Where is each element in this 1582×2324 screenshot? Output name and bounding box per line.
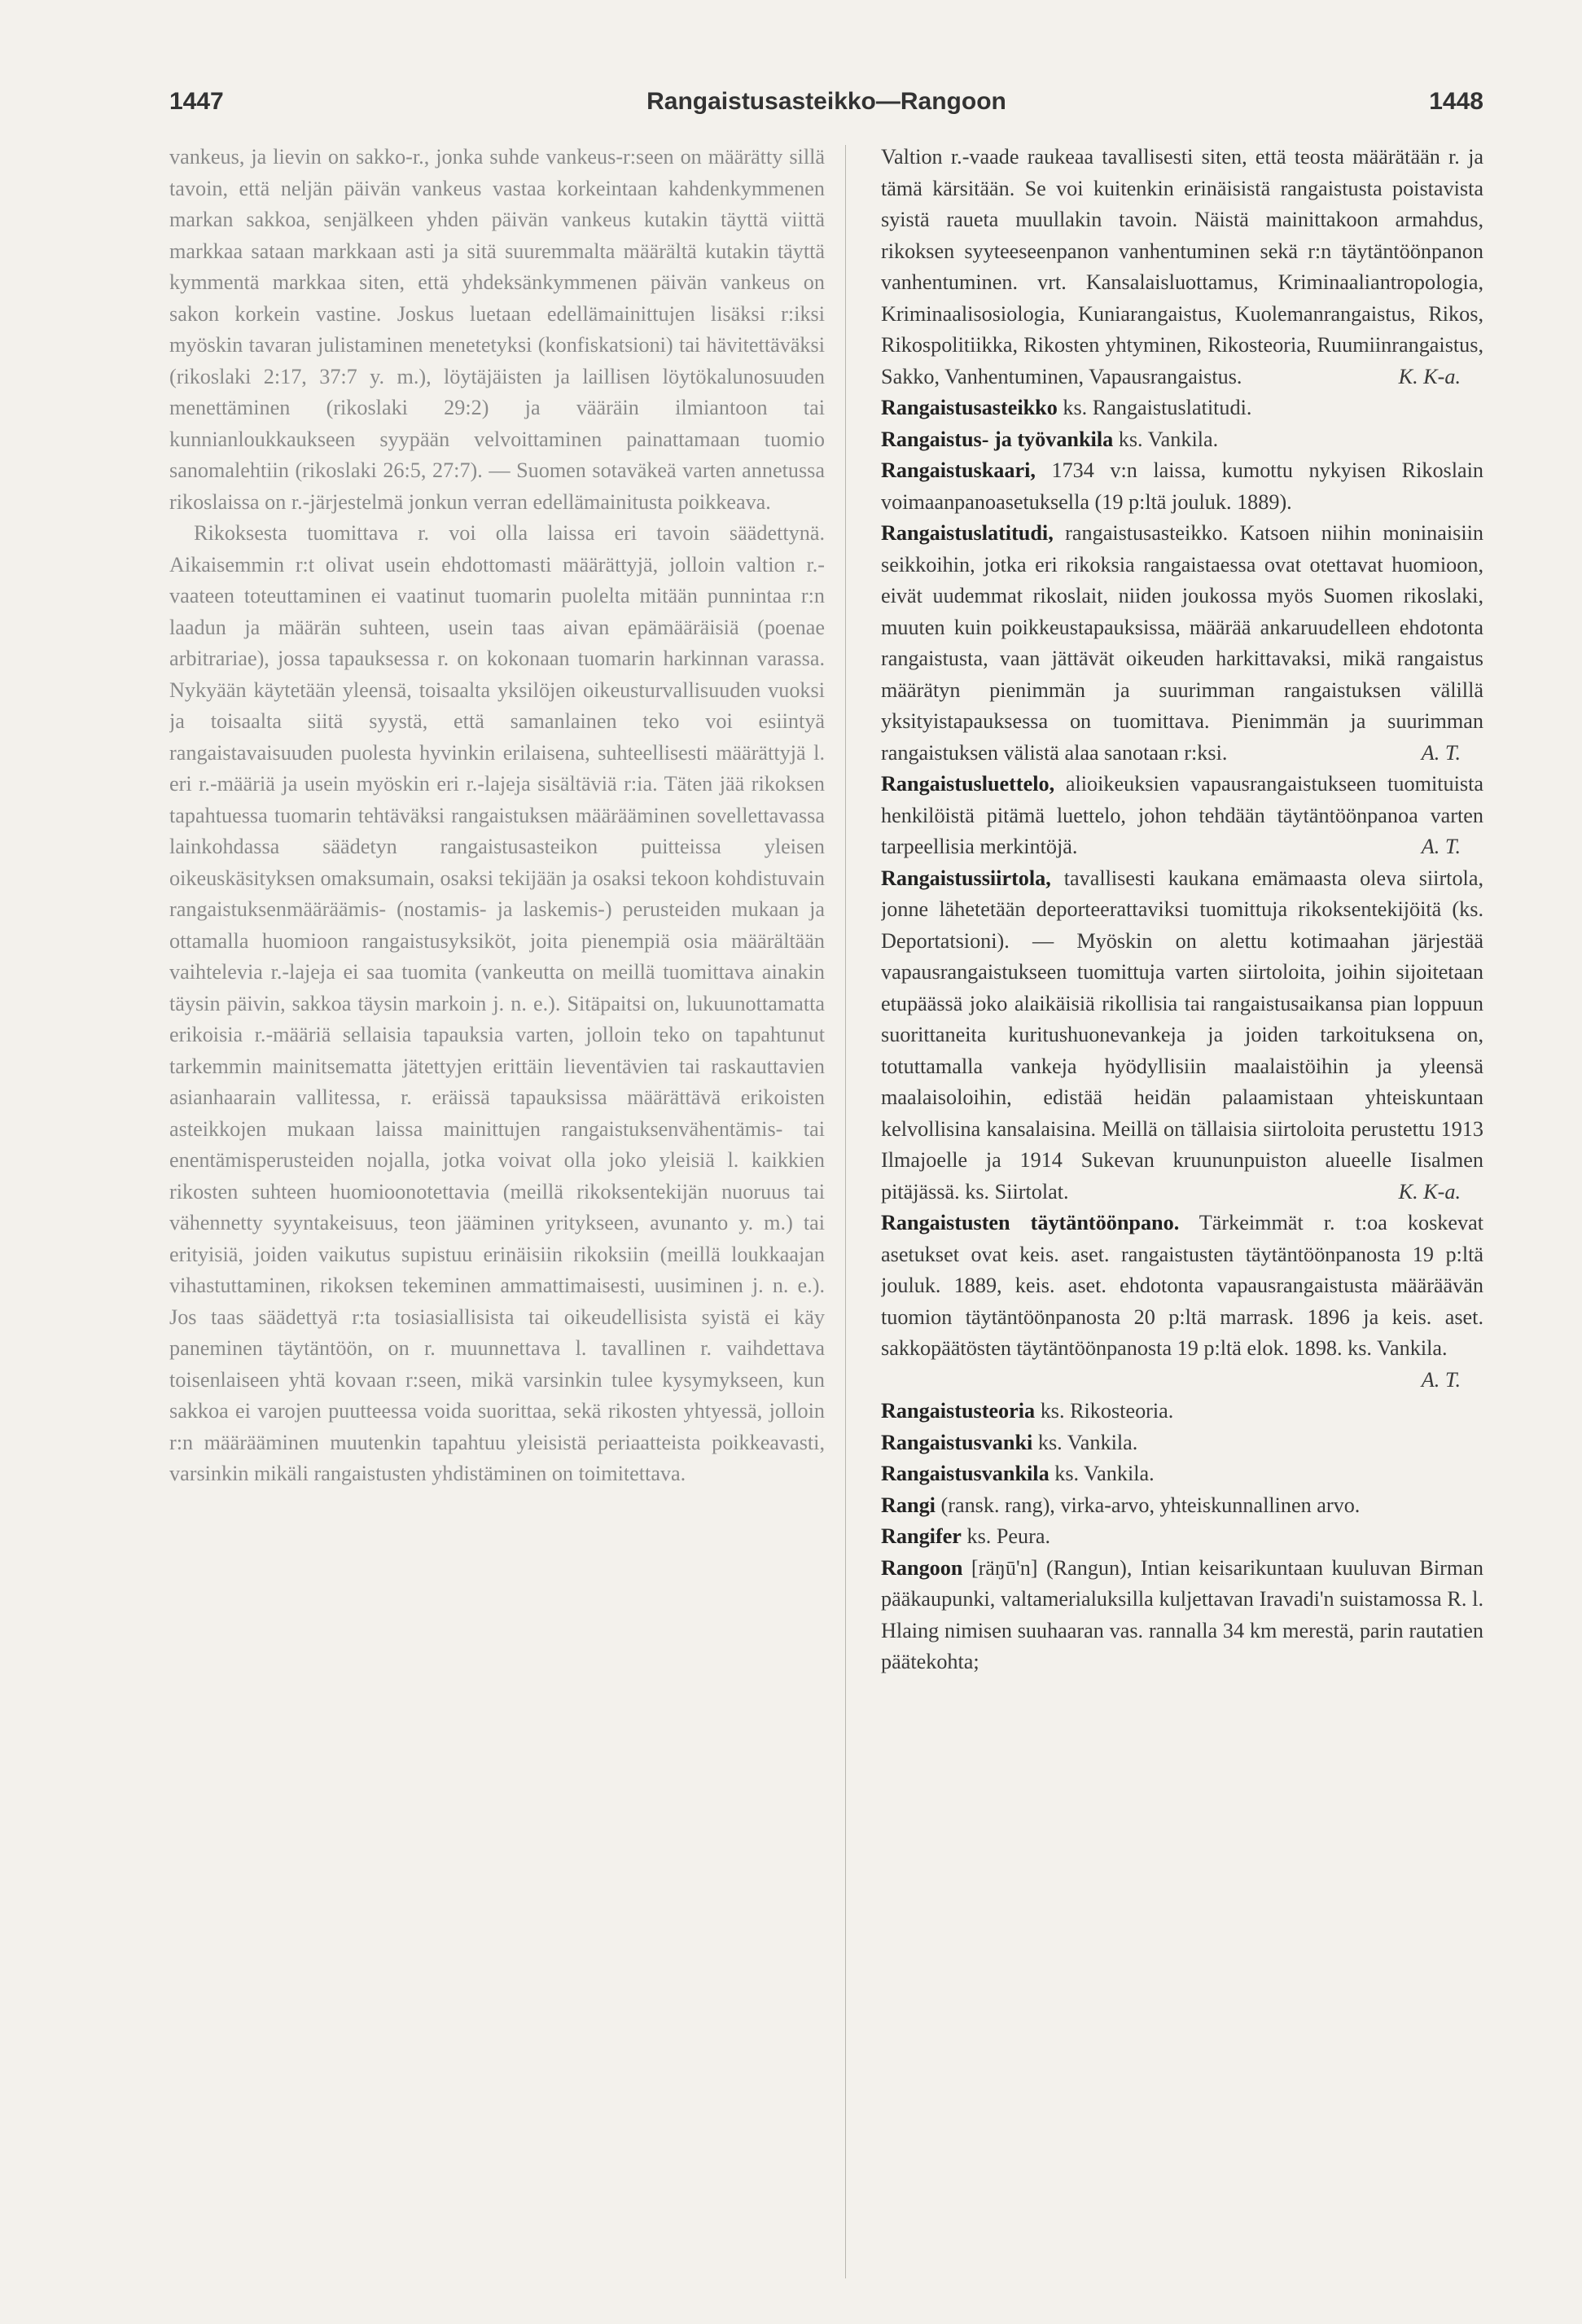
entry-headword: Rangaistusten täytäntöönpano. [881, 1211, 1180, 1234]
page-number-right: 1448 [1429, 88, 1483, 115]
entry-headword: Rangaistusluettelo, [881, 772, 1055, 796]
entry-text: ks. Rikosteoria. [1035, 1399, 1174, 1423]
entry-headword: Rangaistusvankila [881, 1462, 1050, 1485]
entry-text: rangaistusasteikko. Katsoen niihin moninaisiin seikkoihin, jotka eri rikoksia rangaistaessa ovat otettavat huomioon, eivät uudemmat rikoslait, niiden joukossa myös Suomen rikoslaki, muuten kuin poikkeustapauksissa, määrää ankaruudelleen ehdotonta rangaistusta, vaan jättävät oikeuden harkittavaksi, mikä rangaistus määrätyn pienimmän ja suurimman rangaistuksen välillä yksityistapauksessa on tuomittava. Pienimmän ja suurimman rangaistuksen välistä alaa sanotaan r:ksi. [881, 521, 1483, 765]
entry-text: ks. Rangaistuslatitudi. [1057, 396, 1252, 419]
entry-text: tavallisesti kaukana emämaasta oleva siirtola, jonne lähetetään deporteerattaviksi tuomittuja rikoksentekijöitä (ks. Deportatsioni). — Myöskin on alettu kotimaahan järjestää vapausrangaistukseen tuomittuja varten siirtoloita, joihin sijoitetaan etupäässä joko alaikäisiä rikollisia tai rangaistusaikansa pian loppuun suorittaneita kuritushuonevankeja ja joiden tarkoituksena on, totuttamalla vankeja hyödyllisiin maalaistöihin ja yleensä maalaisoloihin, edistää heidän palaamistaan yhteiskuntaan kelvollisina kansalaisina. Meillä on tällaisia siirtoloita perustettu 1913 Ilmajoelle ja 1914 Sukevan kruununpuiston alueelle Iisalmen pitäjässä. ks. Siirtolat. [881, 866, 1483, 1204]
intro-signature: K. K-a. [1398, 364, 1461, 388]
dictionary-entry [881, 1553, 1483, 1678]
entry-text: alioikeuksien vapausrangaistukseen tuomituista henkilöistä pitämä luettelo, johon tehdään täytäntöönpanoa varten tarpeellisia merkintöjä. [881, 772, 1483, 858]
running-title: Rangaistusasteikko—Rangoon [646, 88, 1006, 115]
entry-headword: Rangaistusasteikko [881, 396, 1058, 419]
entry-headword: Rangaistusvanki [881, 1430, 1033, 1454]
entry-signature: A. T. [1421, 740, 1461, 765]
dictionary-entry [881, 424, 1483, 456]
intro-text: Valtion r.-vaade raukeaa tavallisesti siten, että teosta määrätään r. ja tämä kärsitään. Se voi kuitenkin erinäisistä rangaistusta poistavista syistä raueta muullakin tavoin. Näistä mainittakoon armahdus, rikoksen syyteeseenpanon vanhentuminen sekä r:n täytäntöönpanon vanhentuminen. vrt. Kansalaisluottamus, Kriminaaliantropologia, Kriminaalisosiologia, Kuniarangaistus, Kuolemanrangaistus, Rikos, Rikospolitiikka, Rikosten yhtyminen, Rikosteoria, Ruumiinrangaistus, Sakko, Vanhentuminen, Vapausrangaistus. [881, 145, 1483, 388]
entry-signature: A. T. [1421, 1367, 1461, 1392]
right-column [881, 142, 1483, 2275]
page-number-left: 1447 [169, 88, 224, 115]
entry-text: [räŋū'n] (Rangun), Intian keisarikuntaan kuuluvan Birman pääkaupunki, valtamerialuksilla kuljettavan Iravadi'n suistamossa R. l. Hlaing nimisen suuhaaran vas. rannalla 34 km merestä, parin rautatien päätekohta; [881, 1555, 1483, 1673]
dictionary-entry [881, 518, 1483, 769]
entry-text: Tärkeimmät r. t:oa koskevat asetukset ovat keis. aset. rangaistusten täytäntöönpanosta 19 p:ltä jouluk. 1889, keis. aset. ehdotonta vapausrangaistusta määräävän tuomion täytäntöönpanosta 20 p:ltä marrask. 1896 ja keis. aset. sakkopäätösten täytäntöönpanosta 19 p:ltä elok. 1898. ks. Vankila. [881, 1211, 1483, 1360]
entry-headword: Rangaistuskaari, [881, 458, 1036, 482]
dictionary-entry [881, 1427, 1483, 1459]
intro-paragraph [881, 142, 1483, 392]
entry-headword: Rangifer [881, 1524, 962, 1548]
entry-text: ks. Vankila. [1113, 427, 1219, 451]
entry-text: ks. Vankila. [1032, 1430, 1138, 1454]
dictionary-entry [881, 1208, 1483, 1392]
left-paragraph-1: vankeus, ja lievin on sakko-r., jonka suhde vankeus-r:seen on määrätty sillä tavoin, että neljän päivän vankeus vastaa korkeintaan kahdenkymmenen markan sakkoa, senjälkeen yhden päivän vankeus kutakin täyttä viittä markkaa sataan markkaan asti ja sitä suuremmalta määrältä kutakin täyttä kymmentä markkaa siten, että yhdeksänkymmenen päivän vankeus on sakon korkein vastine. Joskus luetaan edellämainittujen lisäksi r:iksi myöskin tavaran julistaminen menetetyksi (konfiskatsioni) tai hävitettäväksi (rikoslaki 2:17, 37:7 y. m.), löytäjäisten ja laillisen löytökalunosuuden menettäminen (rikoslaki 29:2) ja vääräin ilmiantoon tai kunnianloukkaukseen syypään velvoittaminen painattamaan tuomio sanomalehtiin (rikoslaki 26:5, 27:7). — Suomen sotaväkeä varten annetussa rikoslaissa on r.-järjestelmä jonkun verran edellämainitusta poikkeava. [169, 145, 825, 514]
dictionary-entry [881, 1458, 1483, 1490]
left-paragraph-2: Rikoksesta tuomittava r. voi olla laissa eri tavoin säädettynä. Aikaisemmin r:t olivat usein ehdottomasti määrättyjä, jolloin valtion r.-vaateen toteuttaminen ei vaatinut tuomarin puolelta mitään punnintaa r:n laadun ja määrän suhteen, usein taas aivan epämääräisiä (poenae arbitrariae), jossa tapauksessa r. on kokonaan tuomarin harkinnan varassa. Nykyään käytetään yleensä, toisaalta yksilöjen oikeusturvallisuuden vuoksi ja toisaalta siitä syystä, että samanlainen teko voi esiintyä rangaistavaisuuden puolesta hyvinkin erilaisena, suhteellisesti määrättyjä l. eri r.-määriä ja usein myöskin eri r.-lajeja sisältäviä r:ia. Täten jää rikoksen tapahtuessa tuomarin tehtäväksi rangaistuksen määrääminen sovellettavassa lainkohdassa säädetyn rangaistusasteikon puitteissa yleisen oikeuskäsityksen omaksumain, osaksi tekijään ja osaksi tekoon kohdistuvain rangaistuksenmääräämis- (nostamis- ja laskemis-) perusteiden mukaan ja ottamalla huomioon rangaistusyksiköt, joita pienempiä osia määrältään vaihtelevia r.-lajeja ei saa tuomita (vankeutta on meillä tuomittava ainakin täysin päivin, sakkoa täysin markoin j. n. e.). Sitäpaitsi on, lukuunottamatta erikoisia r.-määriä sellaisia tapauksia varten, jolloin teko on tapahtunut tarkemmin mainitsematta jätettyjen erittäin lieventävien tai raskauttavien asianhaarain vallitessa, r. eräissä tapauksissa määrättävä erikoisten asteikkojen mukaan laissa mainittujen rangaistuksenvähentämis- tai enentämisperusteiden nojalla, jotka voivat olla joko yleisiä l. kaikkien rikosten suhteen huomioonotettavia (meillä rikoksentekijän nuoruus tai vähennetty syyntakeisuus, teon jääminen yritykseen, avunanto y. m.) tai erityisiä, joiden vaikutus supistuu erinäisiin rikoksiin (meillä loukkaajan vihastuttaminen, rikoksen tekeminen ammattimaisesti, uusiminen j. n. e.). Jos taas säädettyä r:ta tosiasiallisista tai oikeudellisista syistä ei käy paneminen täytäntöön, on r. muunnettava l. tavallinen r. vaihdettava toisenlaiseen yhtä kovaan r:seen, mikä varsinkin tulee kysymykseen, kun sakkoa ei varojen puutteessa voida suorittaa, sekä rikosten yhtyessä, jolloin r:n määrääminen muutenkin tapahtuu yleisistä periaatteista poikkeavasti, varsinkin mikäli rangaistusten yhdistäminen on toimitettava. [169, 521, 825, 1485]
entry-headword: Rangaistusteoria [881, 1399, 1036, 1423]
dictionary-entry [881, 455, 1483, 518]
page-header [169, 88, 1483, 129]
entry-headword: Rangi [881, 1493, 936, 1517]
entry-signature: K. K-a. [1398, 1179, 1461, 1204]
entry-headword: Rangoon [881, 1555, 963, 1580]
entry-headword: Rangaistussiirtola, [881, 866, 1051, 890]
column-divider [845, 145, 846, 2278]
dictionary-entry [881, 863, 1483, 1208]
entry-headword: Rangaistuslatitudi, [881, 521, 1054, 545]
entry-text: ks. Vankila. [1049, 1462, 1155, 1485]
dictionary-entry [881, 1490, 1483, 1522]
dictionary-entry [881, 769, 1483, 863]
entry-text: 1734 v:n laissa, kumottu nykyisen Rikoslain voimaanpanoasetuksella (19 p:ltä jouluk. 1889). [881, 458, 1483, 514]
entry-list [881, 392, 1483, 1678]
dictionary-entry [881, 1521, 1483, 1553]
left-column [169, 142, 825, 2275]
dictionary-entry [881, 1396, 1483, 1427]
dictionary-entry [881, 392, 1483, 424]
entry-text: ks. Peura. [961, 1524, 1051, 1548]
entry-signature: A. T. [1421, 835, 1461, 858]
entry-text: (ransk. rang), virka-arvo, yhteiskunnallinen arvo. [935, 1493, 1361, 1517]
entry-headword: Rangaistus- ja työvankila [881, 427, 1114, 451]
